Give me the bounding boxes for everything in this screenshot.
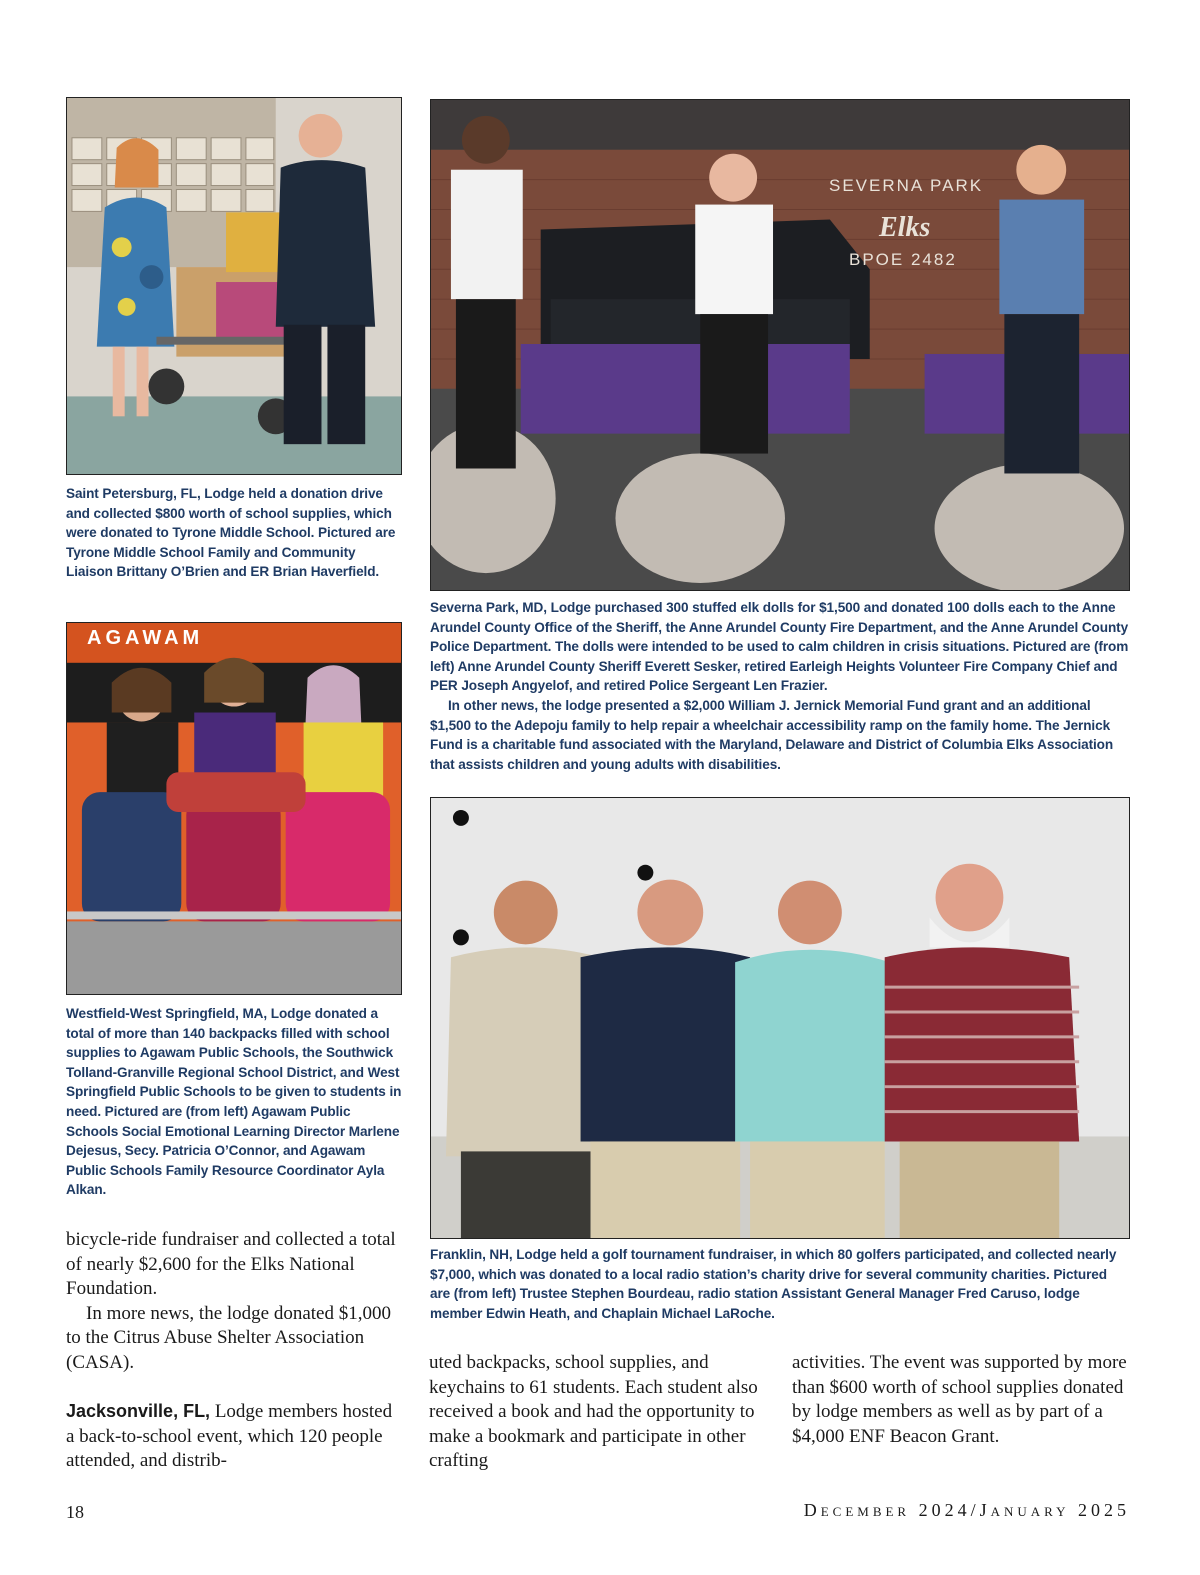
- body-paragraph: Lodge members hosted a back-to-school event, which 120 people attended, and distrib-: [66, 1401, 393, 1471]
- caption-westfield: [66, 1004, 402, 1200]
- caption-lead: Franklin, NH,: [430, 1247, 513, 1262]
- photo-st-petersburg: [66, 97, 402, 475]
- body-column-1: [66, 1228, 402, 1474]
- caption-lead: Saint Petersburg, FL,: [66, 486, 201, 501]
- caption-franklin: [430, 1245, 1130, 1323]
- caption-body: Lodge donated a total of more than 140 backpacks filled with school supplies to Agawam Public Schools, the Southwick Tolland-Granville Regional School District, and West Springfield Public Schools to be given to students in need. Pictured are (from left) Agawam Public Schools Social Emotional Learning Director Marlene Dejesus, Secy. Patricia O’Connor, and Agawam Public Schools Family Resource Coordinator Ayla Alkan.: [66, 1006, 402, 1198]
- sign-elks: Elks: [879, 212, 931, 243]
- caption-body: Lodge held a donation drive and collected $800 worth of school supplies, which were donated to Tyrone Middle School. Pictured are Tyrone Middle School Family and Community Liaison Brittany O’Brien and ER Brian Haverfield.: [66, 486, 396, 580]
- caption-st-petersburg: [66, 484, 402, 582]
- body-paragraph: In more news, the lodge donated $1,000 to the Citrus Abuse Shelter Association (CASA).: [66, 1302, 391, 1373]
- photo-severna-park: [430, 99, 1130, 591]
- banner-agawam: AGAWAM: [87, 627, 204, 649]
- caption-body: Lodge held a golf tournament fundraiser, in which 80 golfers participated, and collected nearly $7,000, which was donated to a local radio station’s charity drive for several community charities. Pictured are (from left) Trustee Stephen Bourdeau, radio station Assistant General Manager Fred Caruso, lodge member Edwin Heath, and Chaplain Michael LaRoche.: [430, 1247, 1117, 1321]
- sign-severna-park: SEVERNA PARK: [829, 176, 984, 195]
- body-column-2: [429, 1351, 769, 1474]
- body-column-3: [792, 1351, 1130, 1449]
- page-number: 18: [66, 1502, 84, 1522]
- body-paragraph: uted backpacks, school supplies, and keychains to 61 students. Each student also received a book and had the opportunity to make a bookmark and participate in other crafting: [429, 1352, 758, 1471]
- caption-lead: Severna Park, MD,: [430, 600, 547, 615]
- caption-body: Lodge purchased 300 stuffed elk dolls for $1,500 and donated 100 dolls each to the Anne Arundel County Office of the Sheriff, the Anne Arundel County Fire Department, and the Anne Arundel County Police Department. The dolls were intended to be used to calm children in crisis situations. Pictured are (from left) Anne Arundel County Sheriff Everett Sesker, retired Earleigh Heights Volunteer Fire Company Chief and PER Joseph Angyelof, and retired Police Sergeant Len Frazier.: [430, 600, 1129, 694]
- caption-severna-park: [430, 598, 1130, 774]
- photo-westfield: [66, 622, 402, 995]
- caption-paragraph-2: In other news, the lodge presented a $2,000 William J. Jernick Memorial Fund grant and an additional $1,500 to the Adepoju family to help repair a wheelchair accessibility ramp on the family home. The Jernick Fund is a charitable fund associated with the Maryland, Delaware and District of Columbia Elks Association that assists children and young adults with disabilities.: [430, 697, 1114, 772]
- photo-franklin: [430, 797, 1130, 1239]
- caption-lead: Westfield-West Springfield, MA,: [66, 1006, 268, 1021]
- body-paragraph-lead: Jacksonville, FL,: [66, 1401, 211, 1421]
- sign-bpoe: BPOE 2482: [849, 250, 957, 269]
- body-paragraph: bicycle-ride fundraiser and collected a total of nearly $2,600 for the Elks National Foundation.: [66, 1229, 396, 1299]
- issue-date: December 2024/January 2025: [803, 1500, 1130, 1520]
- body-paragraph: activities. The event was supported by more than $600 worth of school supplies donated by lodge members as well as by part of a $4,000 ENF Beacon Grant.: [792, 1352, 1127, 1447]
